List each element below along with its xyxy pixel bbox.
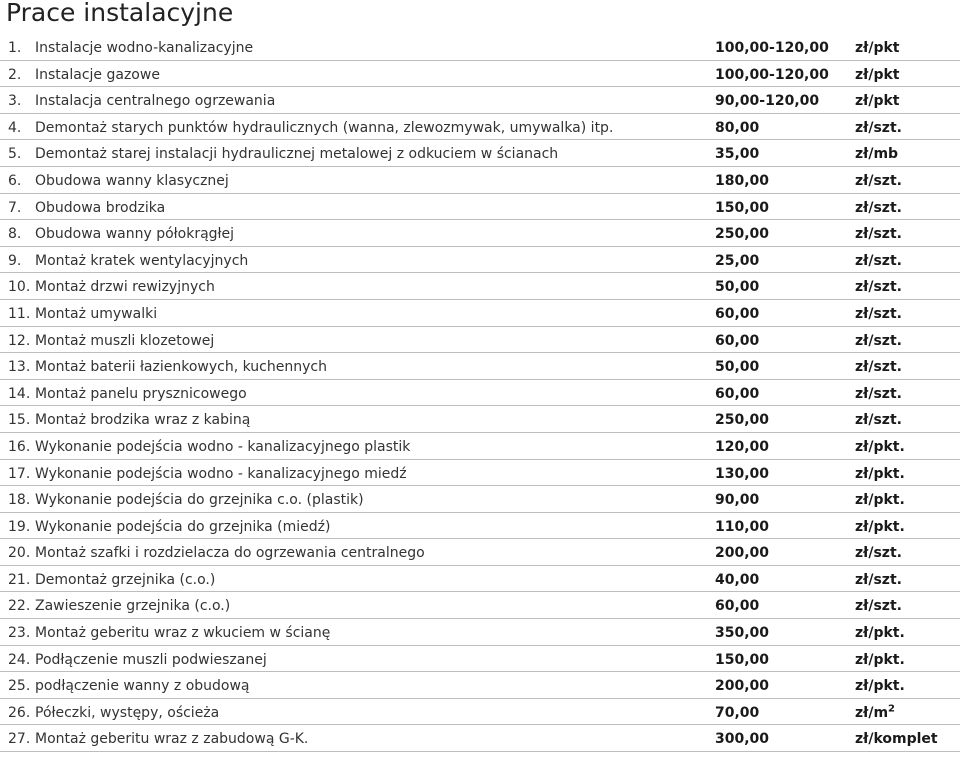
item-unit xyxy=(855,652,905,668)
item-description: Instalacje gazowe xyxy=(35,66,160,83)
item-number: 3. xyxy=(8,93,22,110)
item-unit xyxy=(855,678,905,694)
item-description: Obudowa wanny klasycznej xyxy=(35,172,229,189)
item-description: podłączenie wanny z obudową xyxy=(35,678,250,695)
item-description: Demontaż starych punktów hydraulicznych (wanna, zlewozmywak, umywalka) itp. xyxy=(35,119,614,136)
item-price: 90,00-120,00 xyxy=(715,93,820,110)
item-number: 24. xyxy=(8,651,31,668)
item-number: 2. xyxy=(8,66,22,83)
item-description: Instalacja centralnego ogrzewania xyxy=(35,93,276,110)
item-description: Wykonanie podejścia do grzejnika c.o. (plastik) xyxy=(35,492,364,509)
item-price: 130,00 xyxy=(715,465,770,482)
list-item xyxy=(0,699,960,726)
item-unit-text: zł/szt. xyxy=(855,305,902,322)
item-price: 80,00 xyxy=(715,119,760,136)
list-item xyxy=(0,247,960,274)
item-unit-text: zł/szt. xyxy=(855,545,902,562)
item-price: 35,00 xyxy=(715,146,760,163)
item-description: Instalacje wodno-kanalizacyjne xyxy=(35,40,254,56)
item-description: Montaż szafki i rozdzielacza do ogrzewania centralnego xyxy=(35,545,425,562)
item-price: 25,00 xyxy=(715,252,760,269)
item-description: Obudowa brodzika xyxy=(35,199,166,216)
item-number: 27. xyxy=(8,731,31,748)
list-item xyxy=(0,513,960,540)
item-unit xyxy=(855,333,902,349)
item-unit-text: zł/szt. xyxy=(855,598,902,615)
list-item xyxy=(0,194,960,221)
item-number: 17. xyxy=(8,465,31,482)
item-unit-text: zł/pkt xyxy=(855,93,900,110)
item-unit xyxy=(855,545,902,561)
item-description: Montaż umywalki xyxy=(35,305,158,322)
item-unit xyxy=(855,625,905,641)
item-number: 7. xyxy=(8,199,22,216)
list-item xyxy=(0,406,960,433)
item-description: Montaż geberitu wraz z zabudową G-K. xyxy=(35,731,309,748)
item-number: 19. xyxy=(8,518,31,535)
item-unit xyxy=(855,359,902,375)
list-item xyxy=(0,433,960,460)
list-item xyxy=(0,592,960,619)
list-item xyxy=(0,61,960,88)
item-unit xyxy=(855,173,902,189)
item-number: 14. xyxy=(8,385,31,402)
item-unit xyxy=(855,731,938,747)
item-unit-text: zł/szt. xyxy=(855,172,902,189)
list-item xyxy=(0,486,960,513)
item-price: 60,00 xyxy=(715,332,760,349)
price-list xyxy=(0,34,960,752)
list-item xyxy=(0,619,960,646)
item-price: 100,00-120,00 xyxy=(715,66,829,83)
item-number: 15. xyxy=(8,412,31,429)
list-item xyxy=(0,220,960,247)
item-price: 120,00 xyxy=(715,438,770,455)
item-number: 22. xyxy=(8,598,31,615)
item-price: 180,00 xyxy=(715,172,770,189)
item-unit xyxy=(855,705,895,721)
item-unit xyxy=(855,200,902,216)
item-unit xyxy=(855,40,899,56)
list-item xyxy=(0,300,960,327)
item-number: 13. xyxy=(8,359,31,376)
list-item xyxy=(0,327,960,354)
item-price: 110,00 xyxy=(715,518,770,535)
item-unit-text: zł/komplet xyxy=(855,731,938,748)
item-price: 300,00 xyxy=(715,731,770,748)
item-number: 6. xyxy=(8,172,22,189)
item-unit-text: zł/pkt. xyxy=(855,518,905,535)
item-number: 9. xyxy=(8,252,22,269)
item-number: 20. xyxy=(8,545,31,562)
item-unit-text: zł/pkt. xyxy=(855,678,905,695)
item-description: Montaż brodzika wraz z kabiną xyxy=(35,412,251,429)
item-unit-text: zł/pkt. xyxy=(855,492,905,509)
item-unit xyxy=(855,572,902,588)
item-number: 25. xyxy=(8,678,31,695)
list-item xyxy=(0,273,960,300)
item-unit xyxy=(855,492,905,508)
item-unit-text: zł/pkt. xyxy=(855,651,905,668)
item-description: Półeczki, występy, ościeża xyxy=(35,704,220,721)
item-unit xyxy=(855,253,902,269)
item-unit-superscript: 2 xyxy=(888,703,896,715)
item-unit-text: zł/pkt. xyxy=(855,438,905,455)
list-item xyxy=(0,646,960,673)
item-number: 16. xyxy=(8,438,31,455)
list-item xyxy=(0,566,960,593)
list-item xyxy=(0,460,960,487)
item-description: Montaż kratek wentylacyjnych xyxy=(35,252,249,269)
item-unit xyxy=(855,598,902,614)
list-item xyxy=(0,87,960,114)
item-unit-text: zł/pkt xyxy=(855,66,900,83)
item-price: 50,00 xyxy=(715,359,760,376)
item-price: 150,00 xyxy=(715,651,770,668)
item-unit xyxy=(855,386,902,402)
item-unit xyxy=(855,146,898,162)
item-number: 18. xyxy=(8,492,31,509)
item-price: 60,00 xyxy=(715,305,760,322)
item-unit-text: zł/szt. xyxy=(855,571,902,588)
item-price: 350,00 xyxy=(715,625,770,642)
item-number: 11. xyxy=(8,305,31,322)
list-item xyxy=(0,34,960,61)
item-number: 26. xyxy=(8,704,31,721)
item-unit xyxy=(855,439,905,455)
item-unit-text: zł/szt. xyxy=(855,359,902,376)
item-description: Montaż drzwi rewizyjnych xyxy=(35,279,215,296)
list-item xyxy=(0,167,960,194)
item-price: 250,00 xyxy=(715,226,770,243)
item-description: Podłączenie muszli podwieszanej xyxy=(35,651,267,668)
item-unit xyxy=(855,279,902,295)
item-unit xyxy=(855,306,902,322)
item-description: Montaż baterii łazienkowych, kuchennych xyxy=(35,359,327,376)
item-description: Wykonanie podejścia wodno - kanalizacyjnego plastik xyxy=(35,438,411,455)
list-item xyxy=(0,539,960,566)
list-item xyxy=(0,380,960,407)
item-unit xyxy=(855,412,902,428)
item-price: 70,00 xyxy=(715,704,760,721)
item-description: Wykonanie podejścia do grzejnika (miedź) xyxy=(35,518,331,535)
item-unit xyxy=(855,519,905,535)
item-unit-text: zł/szt. xyxy=(855,199,902,216)
item-unit-text: zł/szt. xyxy=(855,119,902,136)
item-unit-text: zł/m xyxy=(855,704,889,721)
item-price: 60,00 xyxy=(715,598,760,615)
item-price: 50,00 xyxy=(715,279,760,296)
item-unit-text: zł/mb xyxy=(855,146,899,163)
item-description: Montaż muszli klozetowej xyxy=(35,332,215,349)
item-unit-text: zł/pkt. xyxy=(855,465,905,482)
item-number: 12. xyxy=(8,332,31,349)
item-price: 90,00 xyxy=(715,492,760,509)
item-unit-text: zł/pkt. xyxy=(855,625,905,642)
item-description: Zawieszenie grzejnika (c.o.) xyxy=(35,598,231,615)
list-item xyxy=(0,672,960,699)
item-unit-text: zł/szt. xyxy=(855,412,902,429)
item-number: 23. xyxy=(8,625,31,642)
item-price: 40,00 xyxy=(715,571,760,588)
item-price: 60,00 xyxy=(715,385,760,402)
item-unit xyxy=(855,466,905,482)
item-unit xyxy=(855,226,902,242)
list-item xyxy=(0,353,960,380)
item-price: 150,00 xyxy=(715,199,770,216)
item-number: 1. xyxy=(8,40,22,56)
item-price: 200,00 xyxy=(715,678,770,695)
item-unit xyxy=(855,93,899,109)
list-item xyxy=(0,140,960,167)
item-description: Obudowa wanny półokrągłej xyxy=(35,226,235,243)
page-title: Prace instalacyjne xyxy=(6,0,234,27)
item-price: 200,00 xyxy=(715,545,770,562)
item-unit-text: zł/szt. xyxy=(855,226,902,243)
item-number: 8. xyxy=(8,226,22,243)
item-number: 4. xyxy=(8,119,22,136)
item-unit-text: zł/szt. xyxy=(855,385,902,402)
item-unit-text: zł/pkt xyxy=(855,40,900,56)
item-unit-text: zł/szt. xyxy=(855,252,902,269)
item-unit xyxy=(855,67,899,83)
item-unit xyxy=(855,120,902,136)
list-item xyxy=(0,725,960,752)
item-description: Demontaż starej instalacji hydraulicznej metalowej z odkuciem w ścianach xyxy=(35,146,559,163)
item-unit-text: zł/szt. xyxy=(855,279,902,296)
item-number: 10. xyxy=(8,279,31,296)
item-number: 21. xyxy=(8,571,31,588)
item-price: 250,00 xyxy=(715,412,770,429)
item-description: Demontaż grzejnika (c.o.) xyxy=(35,571,216,588)
item-description: Wykonanie podejścia wodno - kanalizacyjnego miedź xyxy=(35,465,407,482)
item-description: Montaż panelu prysznicowego xyxy=(35,385,247,402)
list-item xyxy=(0,114,960,141)
item-unit-text: zł/szt. xyxy=(855,332,902,349)
item-number: 5. xyxy=(8,146,22,163)
item-description: Montaż geberitu wraz z wkuciem w ścianę xyxy=(35,625,331,642)
item-price: 100,00-120,00 xyxy=(715,40,829,56)
